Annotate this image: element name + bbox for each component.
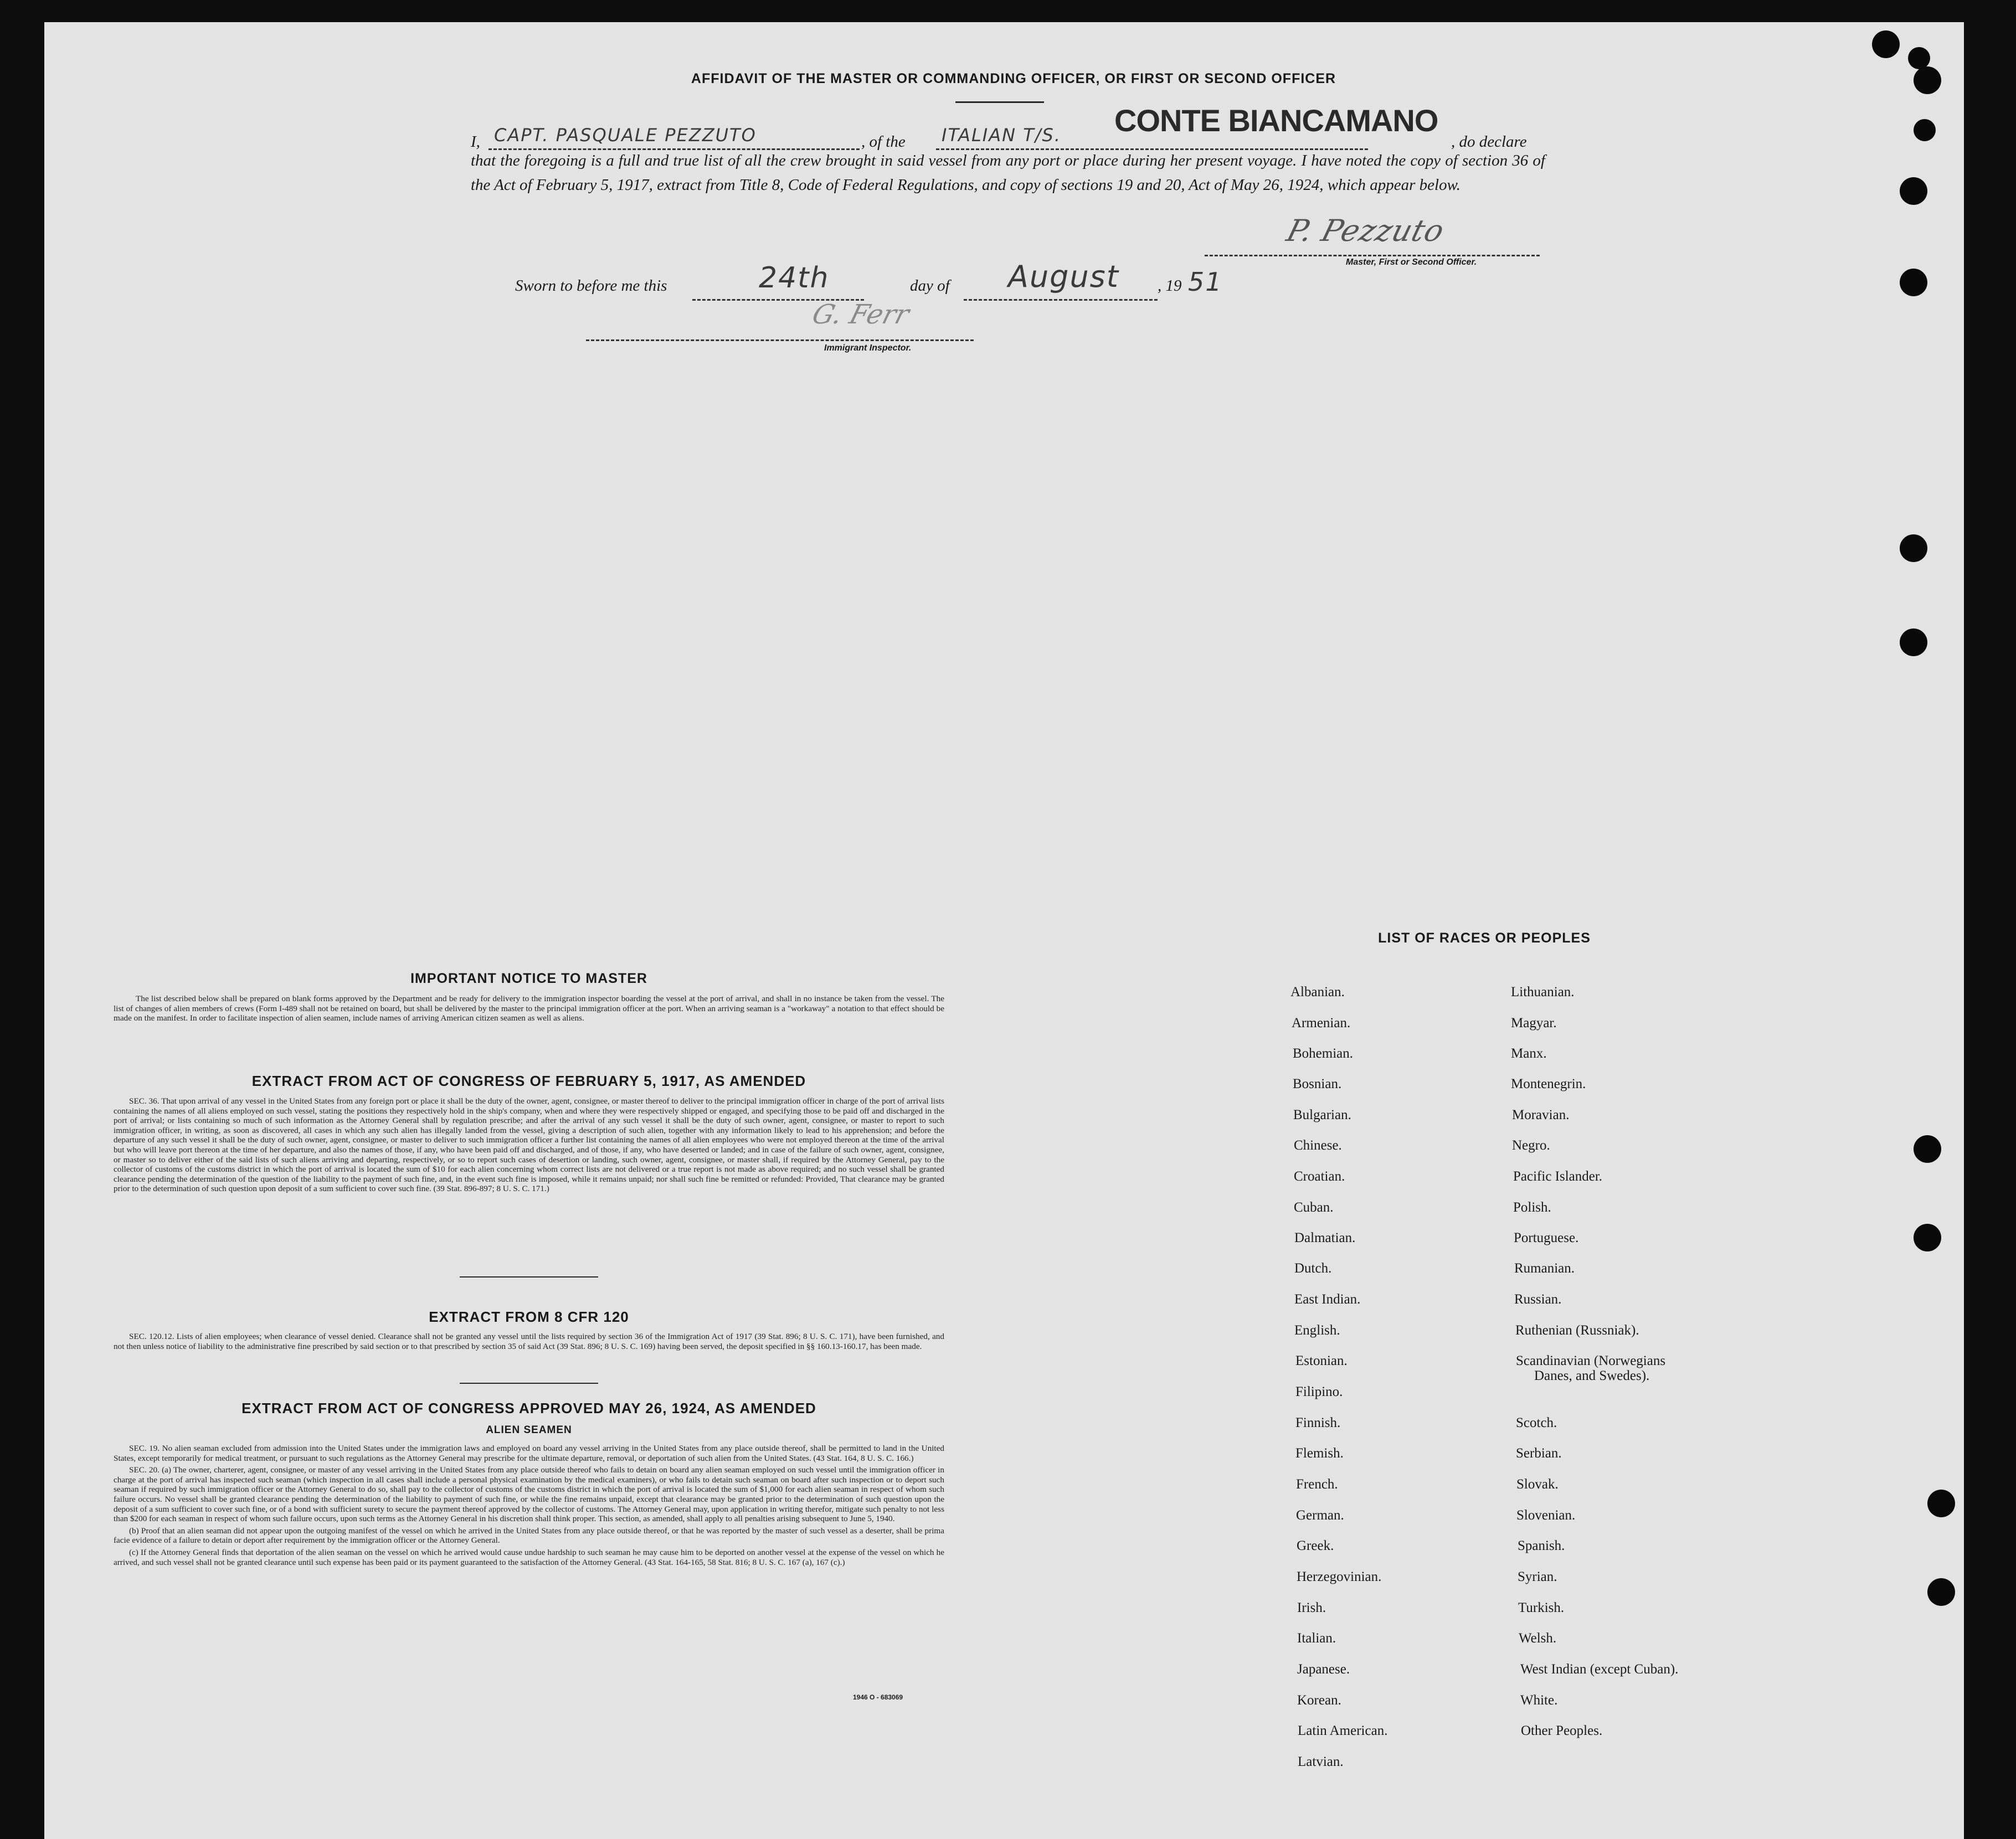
notice-paragraph: The list described below shall be prepared on blank forms approved by the Department and be ready for delivery to the immigration inspector boarding the vessel at the port of arrival, and shall in no instance be taken from the vessel. The list of changes of alien members of crews (Form I-489 shall not be retained on board, but shall be delivered by the master to the principal immigration officer at the port. When an arriving seaman is a "workaway" a notation to that effect should be made on the manifest. In order to facilitate inspection of alien seamen, include names of arriving American citizen seamen as well as aliens. [114, 994, 944, 1023]
do-declare-label: , do declare [1451, 133, 1527, 151]
punch-hole [1900, 629, 1927, 656]
race-item: German. [1296, 1508, 1344, 1523]
race-item: Irish. [1297, 1600, 1326, 1615]
divider [460, 1276, 598, 1277]
cfr-text [114, 1332, 944, 1353]
race-item: Other Peoples. [1521, 1723, 1603, 1738]
race-item: Magyar. [1511, 1016, 1557, 1031]
race-item: Scotch. [1516, 1415, 1557, 1430]
captain-name-field [488, 126, 860, 150]
inspector-signature: G. Ferr [809, 299, 913, 330]
race-item: Moravian. [1512, 1107, 1570, 1122]
master-caption: Master, First or Second Officer. [1346, 257, 1477, 267]
punch-hole [1914, 119, 1936, 141]
i-label: I, [471, 133, 480, 151]
declaration-first-line [471, 103, 1545, 151]
master-signature-line [1205, 253, 1540, 256]
race-item: Russian. [1514, 1292, 1562, 1307]
race-item: Pacific Islander. [1513, 1169, 1603, 1184]
sworn-label: Sworn to before me this [515, 277, 667, 295]
extract1917-text [114, 1096, 944, 1196]
race-item: Korean. [1297, 1693, 1341, 1708]
year-suffix: 51 [1188, 267, 1223, 297]
extract1924-paragraph: (c) If the Attorney General finds that deportation of the alien seaman on the vessel on which he arrived would cause undue hardship to such seaman he may cause him to be deported on another vessel at the expense of the vessel on which he arrived, and such vessel shall not be granted clearance until such expense has been paid or its payment guaranteed to the satisfaction of the Attorney General. (43 Stat. 164-165, 58 Stat. 816; 8 U. S. C. 167 (a), 167 (c).) [114, 1547, 944, 1567]
captain-name: CAPT. PASQUALE PEZZUTO [494, 125, 757, 146]
affidavit-title: AFFIDAVIT OF THE MASTER OR COMMANDING OFFICER, OR FIRST OR SECOND OFFICER [691, 71, 1336, 86]
punch-hole [1914, 1135, 1941, 1163]
race-item: Serbian. [1516, 1446, 1562, 1461]
divider [460, 1383, 598, 1384]
year-prefix: , 19 [1158, 277, 1182, 295]
inspector-caption: Immigrant Inspector. [824, 343, 912, 353]
races-title: LIST OF RACES OR PEOPLES [1378, 930, 1591, 946]
race-item: Latvian. [1298, 1754, 1344, 1769]
punch-hole [1914, 66, 1941, 94]
punch-hole [1900, 534, 1927, 562]
race-item: Armenian. [1292, 1016, 1351, 1031]
race-item: Spanish. [1518, 1538, 1565, 1553]
punch-hole [1872, 30, 1900, 58]
race-item: Latin American. [1298, 1723, 1388, 1738]
race-item: Dutch. [1294, 1261, 1332, 1276]
extract1924-text [114, 1444, 944, 1569]
race-item: West Indian (except Cuban). [1520, 1662, 1679, 1677]
race-item: Greek. [1297, 1538, 1334, 1553]
race-item: Italian. [1297, 1631, 1336, 1646]
race-item: Chinese. [1294, 1138, 1342, 1153]
race-item: Montenegrin. [1511, 1076, 1586, 1091]
race-item: Slovak. [1516, 1477, 1559, 1492]
sworn-day-field [692, 261, 864, 301]
notice-title: IMPORTANT NOTICE TO MASTER [410, 971, 647, 986]
race-item: Danes, and Swedes). [1534, 1368, 1650, 1383]
race-item: Finnish. [1295, 1415, 1341, 1430]
race-item: French. [1296, 1477, 1338, 1492]
notice-text [114, 994, 944, 1026]
race-item: Flemish. [1295, 1446, 1344, 1461]
race-item: Herzegovinian. [1297, 1569, 1382, 1584]
race-item: Manx. [1511, 1046, 1547, 1061]
sworn-month: August [1008, 259, 1119, 294]
race-item: Bulgarian. [1293, 1107, 1351, 1122]
cfr-paragraph: SEC. 120.12. Lists of alien employees; when clearance of vessel denied. Clearance shall not be granted any vessel until the lists required by section 36 of the Immigration Act of 1917 (39 Stat. 896; 8 U. S. C. 171), have been furnished, and not then unless notice of liability to the administrative fine prescribed by said section or to that prescribed by section 35 of said Act (39 Stat. 896; 8 U. S. C. 169) having been served, the deposit specified in §§ 160.13-160.17, has been made. [114, 1332, 944, 1351]
race-item: Cuban. [1294, 1200, 1334, 1215]
extract1917-title: EXTRACT FROM ACT OF CONGRESS OF FEBRUARY 5, 1917, AS AMENDED [251, 1073, 806, 1089]
print-mark: 1946 O - 683069 [853, 1693, 903, 1701]
ship-name-field [936, 103, 1438, 150]
race-item: Slovenian. [1516, 1508, 1576, 1523]
race-item: Lithuanian. [1511, 985, 1575, 1000]
race-item: Rumanian. [1514, 1261, 1575, 1276]
punch-hole [1914, 1224, 1941, 1251]
master-signature-block [1205, 213, 1540, 269]
race-item: Bosnian. [1293, 1076, 1342, 1091]
ship-stamp: CONTE BIANCAMANO [1114, 103, 1438, 138]
title-divider [955, 101, 1044, 103]
punch-hole [1927, 1578, 1955, 1606]
race-item: Dalmatian. [1294, 1230, 1356, 1245]
declaration-block [471, 103, 1545, 197]
of-the-label: , of the [861, 133, 906, 151]
punch-hole [1900, 269, 1927, 296]
cfr-title: EXTRACT FROM 8 CFR 120 [429, 1309, 629, 1325]
extract1924-title: EXTRACT FROM ACT OF CONGRESS APPROVED MAY 26, 1924, AS AMENDED [241, 1400, 816, 1416]
sworn-month-field [964, 259, 1158, 301]
race-item: Estonian. [1295, 1353, 1348, 1368]
race-item: Albanian. [1290, 985, 1345, 1000]
extract1924-paragraph: (b) Proof that an alien seaman did not appear upon the outgoing manifest of the vessel on which he arrived in the United States from any place outside thereof, or that he was reported by the master of such vessel as a deserter, shall be prima facie evidence of a failure to detain or deport after requirement by the immigration officer or the Attorney General. [114, 1526, 944, 1546]
declaration-body: that the foregoing is a full and true list of all the crew brought in said vessel from any port or place during her present voyage. I have noted the copy of section 36 of the Act of February 5, 1917, extract from Title 8, Code of Federal Regulations, and copy of sections 19 and 20, Act of May 26, 1924, which appear below. [471, 152, 1545, 194]
race-item: Turkish. [1518, 1600, 1565, 1615]
punch-hole [1927, 1490, 1955, 1517]
ship-line: ITALIAN T/S. [942, 125, 1062, 146]
extract1924-paragraph: SEC. 20. (a) The owner, charterer, agent, consignee, or master of any vessel arriving in the United States from any place outside thereof who fails to detain on board any alien seaman employed on such vessel until the immigration officer in charge at the port of arrival has inspected such seaman (which inspection in all cases shall include a personal physical examination by the medical examiners), or who fails to detain such seaman on board after such inspection or to deport such seaman if required by such immigration officer or the Attorney General to do so, shall pay to the collector of customs of the customs district in which the port of arrival is located the sum of $1,000 for each alien seaman in respect of whom such failure occurs. No vessel shall be granted clearance pending the determination of the liability to payment of such fine, or while the fine remains unpaid, except that clearance may be granted prior to the determination of such question upon the deposit of a sum sufficient to cover such fine, or of a bond with sufficient surety to secure the payment thereof approved by the collector of customs. The Attorney General may, upon application in writing therefor, mitigate such penalty to not less than $200 for each seaman in respect of whom such failure occurs, upon such terms as the Attorney General in his discretion shall think proper. This section, as amended, shall apply to all penalties arising subsequent to June 5, 1940. [114, 1465, 944, 1524]
race-item: Syrian. [1518, 1569, 1557, 1584]
race-item: Welsh. [1519, 1631, 1557, 1646]
sworn-day: 24th [759, 261, 830, 295]
inspector-signature-block [586, 299, 974, 354]
punch-hole [1908, 47, 1930, 69]
extract1924-subtitle: ALIEN SEAMEN [486, 1424, 572, 1436]
race-item: Polish. [1513, 1200, 1551, 1215]
race-item: Croatian. [1294, 1169, 1345, 1184]
race-item: Portuguese. [1514, 1230, 1579, 1245]
day-of-label: day of [910, 277, 950, 295]
race-item: Negro. [1512, 1138, 1550, 1153]
extract1917-paragraph: SEC. 36. That upon arrival of any vessel in the United States from any foreign port or place it shall be the duty of the owner, agent, consignee, or master thereof to deliver to the principal immigration officer in charge of the port of arrival lists containing the names of all aliens employed on such vessel, stating the positions they respectively hold in the ship's company, when and where they were respectively shipped or engaged, and specifying those to be paid off and discharged in the port of arrival; or lists containing so much of such information as the Attorney General shall by regulation prescribe; and after the arrival of any such vessel it shall be the duty of such owner, agent, consignee, or master to report to such immigration officer, in writing, as soon as discovered, all cases in which any such alien has illegally landed from the vessel, giving a description of such alien, together with any information likely to lead to his apprehension; and before the departure of any such vessel it shall be the duty of such owner, agent, consignee, or master to deliver to such immigration officer a further list containing the names of all alien employees who were not employed thereon at the time of the arrival but who will leave port thereon at the time of her departure, and also the names of those, if any, who have been paid off and discharged, and of those, if any, who have deserted or landed; and in case of the failure of such owner, agent, consignee, or master so to deliver either of the said lists of such aliens arriving and departing, respectively, or so to report such cases of desertion or landing, such owner, agent, consignee, or master shall, if required by the Attorney General, pay to the collector of customs of the customs district in which the port of arrival is located the sum of $10 for each alien concerning whom correct lists are not delivered or a true report is not made as above required; and no such vessel shall be granted clearance pending the determination of the question of the liability to the payment of such fine, and, in the event such fine is imposed, while it remains unpaid; nor shall such fine be remitted or refunded: Provided, That clearance may be granted prior to the determination of such question upon deposit of a sum sufficient to cover such fine. (39 Stat. 896-897; 8 U. S. C. 171.) [114, 1096, 944, 1194]
race-item: English. [1294, 1323, 1340, 1338]
race-item: Filipino. [1295, 1384, 1343, 1399]
master-signature: P. Pezzuto [1283, 213, 1448, 248]
race-item: Bohemian. [1293, 1046, 1354, 1061]
race-item: Japanese. [1297, 1662, 1350, 1677]
race-item: East Indian. [1294, 1292, 1361, 1307]
extract1924-paragraph: SEC. 19. No alien seaman excluded from admission into the United States under the immigration laws and employed on board any vessel arriving in the United States from any place outside thereof, shall be permitted to land in the United States, except temporarily for medical treatment, or pursuant to such regulations as the Attorney General may prescribe for the ultimate departure, removal, or deportation of such alien from the United States. (43 Stat. 164, 8 U. S. C. 166.) [114, 1444, 944, 1463]
punch-hole [1900, 177, 1927, 205]
race-item: White. [1520, 1693, 1558, 1708]
race-item: Scandinavian (Norwegians [1516, 1353, 1666, 1368]
inspector-signature-line [586, 338, 974, 341]
race-item: Ruthenian (Russniak). [1515, 1323, 1639, 1338]
